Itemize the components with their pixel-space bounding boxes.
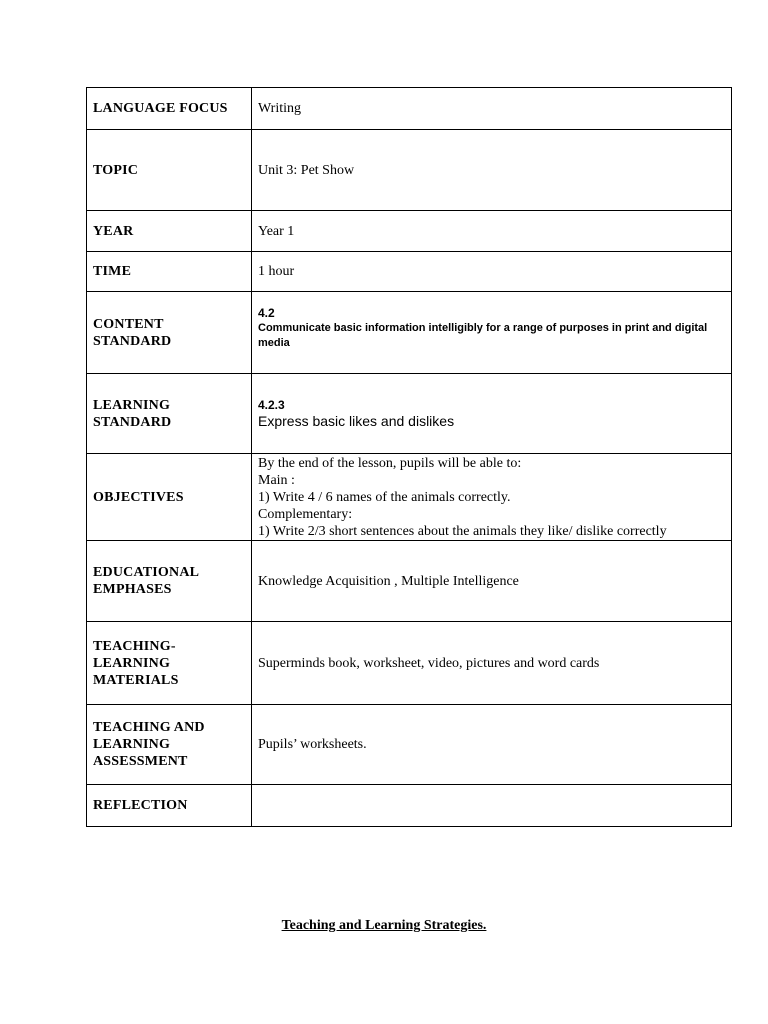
value-content-standard	[252, 292, 732, 374]
label-time: TIME	[87, 252, 252, 292]
row-year	[87, 211, 732, 252]
row-content-standard	[87, 292, 732, 374]
label-materials-line2: LEARNING	[93, 655, 171, 671]
lesson-plan-table	[86, 87, 732, 827]
label-teaching-learning-assessment	[87, 705, 252, 785]
row-teaching-learning-materials	[87, 622, 732, 705]
row-teaching-learning-assessment	[87, 705, 732, 785]
strategies-heading: Teaching and Learning Strategies.	[281, 918, 487, 933]
label-learning-standard-line1: LEARNING	[93, 397, 171, 413]
label-content-standard-line2: STANDARD	[93, 333, 172, 349]
objectives-line-complementary: Complementary:	[258, 507, 353, 522]
label-learning-standard	[87, 374, 252, 454]
label-topic: TOPIC	[87, 130, 252, 211]
objectives-line-intro: By the end of the lesson, pupils will be able to:	[258, 456, 522, 471]
row-topic	[87, 130, 732, 211]
label-educational-emphases-line1: EDUCATIONAL	[93, 565, 200, 580]
value-teaching-learning-assessment: Pupils’ worksheets.	[252, 705, 732, 785]
row-learning-standard	[87, 374, 732, 454]
value-language-focus: Writing	[252, 88, 732, 130]
label-language-focus: LANGUAGE FOCUS	[87, 88, 252, 130]
value-teaching-learning-materials: Superminds book, worksheet, video, pictures and word cards	[252, 622, 732, 705]
label-educational-emphases-line2: EMPHASES	[93, 582, 172, 597]
label-materials-line3: MATERIALS	[93, 672, 179, 688]
label-teaching-learning-materials	[87, 622, 252, 705]
value-objectives	[252, 454, 732, 541]
label-assessment-line1: TEACHING AND	[93, 720, 205, 735]
label-reflection: REFLECTION	[87, 785, 252, 827]
value-topic: Unit 3: Pet Show	[252, 130, 732, 211]
label-content-standard	[87, 292, 252, 374]
value-time: 1 hour	[252, 252, 732, 292]
row-objectives	[87, 454, 732, 541]
objectives-line-main: Main :	[258, 473, 295, 488]
learning-standard-code: 4.2.3	[258, 397, 285, 412]
label-materials-line1: TEACHING-	[93, 638, 176, 654]
label-educational-emphases	[87, 541, 252, 622]
value-year: Year 1	[252, 211, 732, 252]
objectives-line-main-1: 1) Write 4 / 6 names of the animals correctly.	[258, 490, 511, 505]
value-educational-emphases: Knowledge Acquisition , Multiple Intelligence	[252, 541, 732, 622]
label-assessment-line2: LEARNING	[93, 737, 171, 752]
row-reflection	[87, 785, 732, 827]
row-time	[87, 252, 732, 292]
label-year: YEAR	[87, 211, 252, 252]
learning-standard-text: Express basic likes and dislikes	[258, 412, 455, 429]
label-assessment-line3: ASSESSMENT	[93, 754, 188, 769]
label-objectives: OBJECTIVES	[87, 454, 252, 541]
content-standard-text: Communicate basic information intelligibly for a range of purposes in print and digital media	[258, 322, 708, 349]
content-standard-code: 4.2	[258, 306, 275, 320]
label-content-standard-line1: CONTENT	[93, 316, 164, 332]
row-educational-emphases	[87, 541, 732, 622]
objectives-line-complementary-1: 1) Write 2/3 short sentences about the animals they like/ dislike correctly	[258, 524, 667, 539]
value-reflection	[252, 785, 732, 827]
row-language-focus	[87, 88, 732, 130]
value-learning-standard	[252, 374, 732, 454]
label-learning-standard-line2: STANDARD	[93, 414, 172, 430]
